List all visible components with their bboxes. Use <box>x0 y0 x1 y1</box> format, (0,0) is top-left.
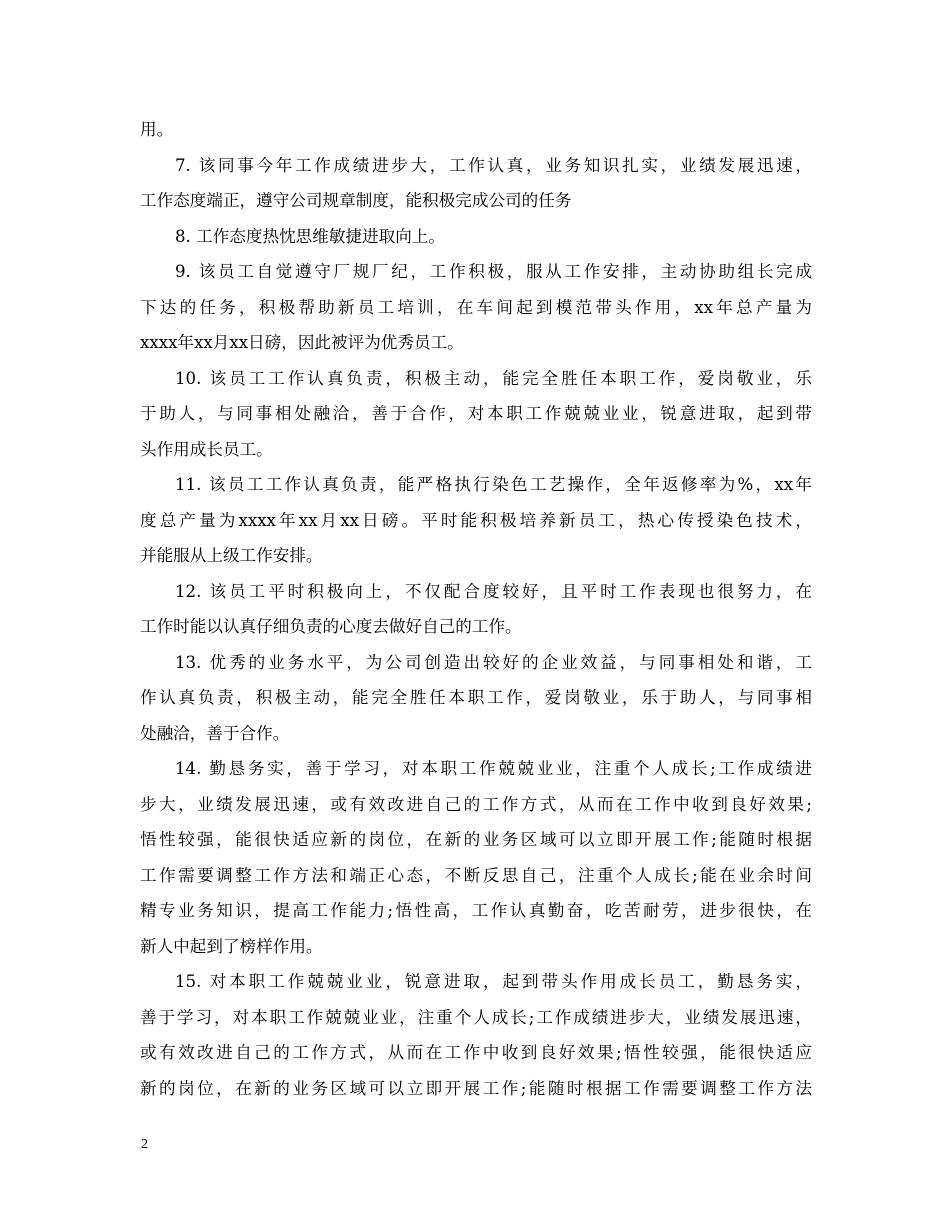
text-line: 工作态度端正，遵守公司规章制度，能积极完成公司的任务 <box>140 191 572 210</box>
text-line: 下达的任务，积极帮助新员工培训，在车间起到模范带头作用，xx年总产量为 <box>140 297 812 317</box>
text-line: 悟性较强，能很快适应新的岗位，在新的业务区域可以立即开展工作;能随时根据 <box>140 830 812 849</box>
text-line: 步大，业绩发展迅速，或有效改进自己的工作方式，从而在工作中收到良好效果; <box>140 794 812 814</box>
text-line: 处融洽，善于合作。 <box>140 723 290 743</box>
text-line: 14. 勤恳务实，善于学习，对本职工作兢兢业业，注重个人成长;工作成绩进 <box>175 759 812 778</box>
text-line: xxxx年xx月xx日磅，因此被评为优秀员工。 <box>140 333 464 352</box>
page-number: 2 <box>141 1137 148 1152</box>
text-line: 并能服从上级工作安排。 <box>140 546 323 565</box>
text-line: 8. 工作态度热忱思维敏捷进取向上。 <box>175 226 446 246</box>
text-line: 善于学习，对本职工作兢兢业业，注重个人成长;工作成绩进步大，业绩发展迅速， <box>140 1007 812 1027</box>
text-line: 11. 该员工工作认真负责，能严格执行染色工艺操作，全年返修率为%，xx年 <box>175 475 812 494</box>
text-line: 9. 该员工自觉遵守厂规厂纪，工作积极，服从工作安排，主动协助组长完成 <box>175 262 812 281</box>
text-line: 用。 <box>140 120 174 139</box>
text-line: 新人中起到了榜样作用。 <box>140 936 323 956</box>
body-text <box>140 112 812 1106</box>
text-line: 10. 该员工工作认真负责，积极主动，能完全胜任本职工作，爱岗敬业，乐 <box>175 368 812 388</box>
text-line: 或有效改进自己的工作方式，从而在工作中收到良好效果;悟性较强，能很快适应 <box>140 1043 812 1062</box>
text-line: 头作用成长员工。 <box>140 439 273 459</box>
text-line: 度总产量为xxxx年xx月xx日磅。平时能积极培养新员工，热心传授染色技术， <box>140 510 812 530</box>
text-line: 7. 该同事今年工作成绩进步大，工作认真，业务知识扎实，业绩发展迅速， <box>175 155 812 175</box>
text-line: 于助人，与同事相处融洽，善于合作，对本职工作兢兢业业，锐意进取，起到带 <box>140 404 812 423</box>
text-line: 作认真负责，积极主动，能完全胜任本职工作，爱岗敬业，乐于助人，与同事相 <box>140 688 812 707</box>
text-line: 工作需要调整工作方法和端正心态，不断反思自己，注重个人成长;能在业余时间 <box>140 865 812 885</box>
text-line: 13. 优秀的业务水平，为公司创造出较好的企业效益，与同事相处和谐，工 <box>175 652 812 672</box>
text-line: 15. 对本职工作兢兢业业，锐意进取，起到带头作用成长员工，勤恳务实， <box>175 972 812 991</box>
text-line: 精专业务知识，提高工作能力;悟性高，工作认真勤奋，吃苦耐劳，进步很快，在 <box>140 901 812 920</box>
text-line: 新的岗位，在新的业务区域可以立即开展工作;能随时根据工作需要调整工作方法 <box>140 1078 812 1098</box>
text-line: 工作时能以认真仔细负责的心度去做好自己的工作。 <box>140 617 522 636</box>
text-line: 12. 该员工平时积极向上，不仅配合度较好，且平时工作表现也很努力，在 <box>175 581 812 601</box>
